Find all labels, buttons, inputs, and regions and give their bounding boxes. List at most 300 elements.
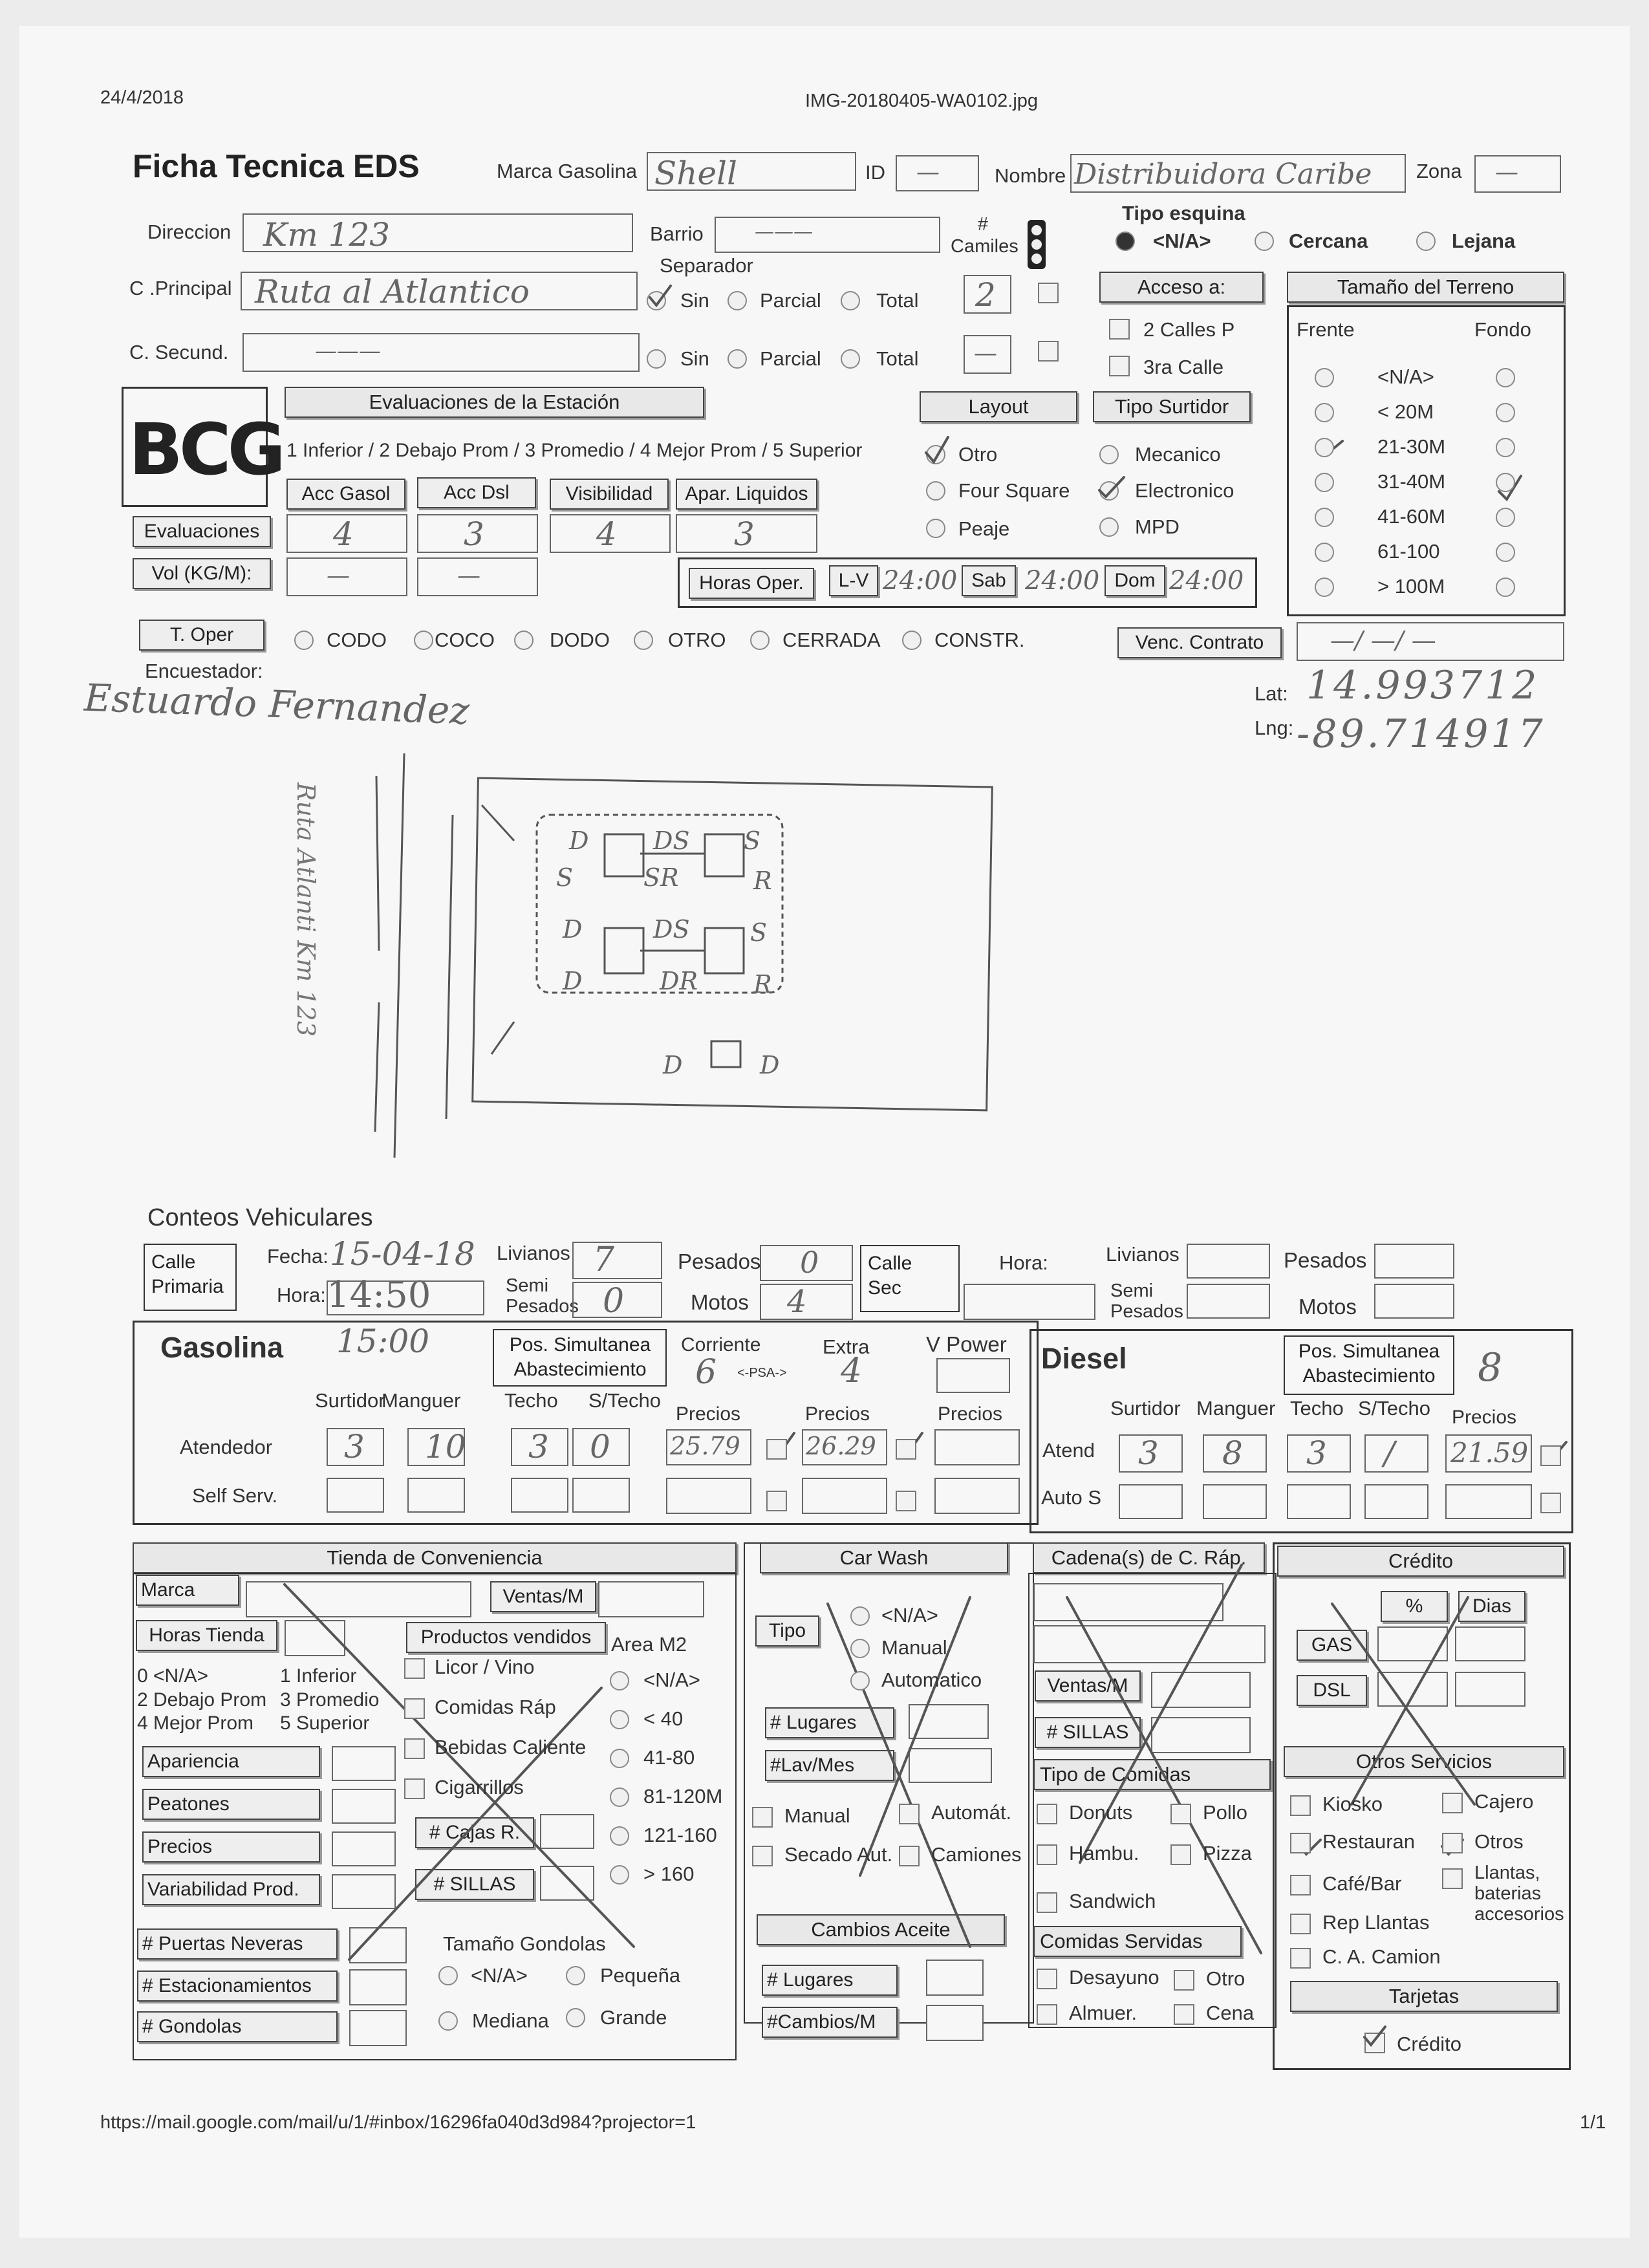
vol-value-2-text: — xyxy=(457,563,480,589)
nombre-value: Distribuidora Caribe xyxy=(1074,158,1372,191)
barrio-value: ——— xyxy=(755,221,813,243)
camiles-label: # Camiles xyxy=(951,214,1018,257)
cadena-tipo-label-4: Sandwich xyxy=(1069,1890,1156,1912)
toper-radio-1[interactable] xyxy=(414,631,433,650)
tarjetas-header: Tarjetas xyxy=(1290,1981,1558,2012)
gond-grande-label: Grande xyxy=(600,2006,667,2029)
terreno-opt-label-6: > 100M xyxy=(1377,575,1445,598)
motos2-label: Motos xyxy=(1299,1295,1357,1319)
esquina-na-label: <N/A> xyxy=(1153,230,1211,252)
camiles-value: 2 xyxy=(975,276,996,314)
gas-self-cell-0[interactable] xyxy=(327,1478,384,1513)
cprincipal-value: Ruta al Atlantico xyxy=(255,273,530,310)
extra-label: Extra xyxy=(823,1335,870,1358)
cadena-serv-check-0[interactable] xyxy=(1037,1969,1057,1989)
livianos-value: 7 xyxy=(593,1240,615,1279)
lv-value: 24:00 xyxy=(883,566,958,596)
cw-opt-label-3: Camiones xyxy=(931,1843,1022,1866)
surtidor-header: Tipo Surtidor xyxy=(1093,391,1251,422)
pump-label: SR xyxy=(643,863,679,892)
dsl-autos-cell-1[interactable] xyxy=(1203,1484,1267,1519)
pump-label: S xyxy=(744,826,761,855)
fecha-value: 15-04-18 xyxy=(330,1235,475,1273)
sep1-sin-label: Sin xyxy=(680,289,709,312)
self-serv-label: Self Serv. xyxy=(192,1484,278,1507)
frente-radio-1[interactable] xyxy=(1315,403,1334,422)
dsl-atend-value-1: 8 xyxy=(1222,1434,1243,1472)
tienda-eval-field-0[interactable] xyxy=(332,1746,396,1781)
tienda-header: Tienda de Conveniencia xyxy=(133,1542,737,1573)
sep1-parcial-label: Parcial xyxy=(760,289,821,312)
tienda-eval-2: Precios xyxy=(142,1831,320,1863)
gas-pos-label: Pos. Simultanea Abastecimiento xyxy=(509,1334,651,1380)
cw-opt-label-2: Secado Aut. xyxy=(784,1843,893,1866)
zona-value: — xyxy=(1495,159,1518,186)
tienda-scale-3: 3 Promedio xyxy=(280,1689,380,1711)
otros-serv-label-4: Café/Bar xyxy=(1322,1872,1402,1895)
gas-self-cell-2[interactable] xyxy=(511,1478,568,1513)
cw-opt-check-2[interactable] xyxy=(752,1846,773,1866)
sep2-sin-label: Sin xyxy=(680,347,709,370)
acceso-2calles-label: 2 Calles P xyxy=(1143,318,1235,341)
id-value: — xyxy=(916,159,940,186)
toper-opt-label-3: OTRO xyxy=(668,629,726,651)
prod-label-3: Cigarrillos xyxy=(435,1776,524,1798)
dsl-atend-value-0: 3 xyxy=(1138,1434,1159,1472)
credito-gas: GAS xyxy=(1297,1630,1367,1661)
cadena-tipo-label-2: Hambu. xyxy=(1069,1842,1139,1864)
cadena-serv-label-1: Otro xyxy=(1206,1967,1245,1990)
tienda-scale-1: 1 Inferior xyxy=(280,1665,357,1687)
prod-check-2[interactable] xyxy=(404,1738,425,1759)
tienda-scale-4: 4 Mejor Prom xyxy=(137,1712,254,1734)
eval-value-3-text: 4 xyxy=(596,515,617,553)
dsl-atend-cell-0[interactable] xyxy=(1119,1434,1183,1473)
gas-atend-value-1: 10 xyxy=(425,1428,466,1465)
diesel-title: Diesel xyxy=(1041,1342,1127,1375)
venc-value: —/ —/ — xyxy=(1330,626,1436,654)
cadena-servidas: Comidas Servidas xyxy=(1033,1926,1242,1957)
area-radio-5[interactable] xyxy=(610,1865,629,1885)
pump-label: R xyxy=(753,970,772,999)
footer-page: 1/1 xyxy=(1580,2112,1606,2133)
lat-label: Lat: xyxy=(1255,682,1288,705)
dsl-atend-value-3: / xyxy=(1384,1434,1395,1472)
area-label-5: > 160 xyxy=(643,1863,695,1885)
cadena-serv-check-1[interactable] xyxy=(1174,1970,1194,1991)
separador-label: Separador xyxy=(660,254,753,277)
pesados-value: 0 xyxy=(800,1245,819,1280)
dsl-pos-value: 8 xyxy=(1478,1345,1503,1390)
toper-radio-4[interactable] xyxy=(750,631,770,650)
dsl-col-header-3: S/Techo xyxy=(1358,1397,1431,1420)
tipo-esquina-label: Tipo esquina xyxy=(1122,202,1245,224)
toper-opt-label-4: CERRADA xyxy=(782,629,881,651)
esquina-lejana-label: Lejana xyxy=(1452,230,1516,252)
sep2-parcial-label: Parcial xyxy=(760,347,821,370)
encuestador-label: Encuestador: xyxy=(145,660,263,682)
gas-precios-label-2: Precios xyxy=(938,1403,1003,1425)
eval-header: Evaluaciones de la Estación xyxy=(285,387,704,418)
vol-value-1-text: — xyxy=(327,563,350,589)
cadena-serv-check-3[interactable] xyxy=(1174,2004,1194,2025)
cadena-tipo-check-0[interactable] xyxy=(1037,1804,1057,1824)
cadena-serv-label-0: Desayuno xyxy=(1069,1966,1159,1989)
dsl-autos-cell-3[interactable] xyxy=(1364,1484,1428,1519)
eval-scale: 1 Inferior / 2 Debajo Prom / 3 Promedio / 4 Mejor Prom / 5 Superior xyxy=(286,440,863,461)
corriente-value: 6 xyxy=(695,1353,717,1392)
area-radio-1[interactable] xyxy=(610,1710,629,1729)
dsl-autos-cell-0[interactable] xyxy=(1119,1484,1183,1519)
otros-serv-check-4[interactable] xyxy=(1290,1875,1311,1895)
terreno-opt-label-3: 31-40M xyxy=(1377,470,1446,493)
dsl-atend-cell-3[interactable] xyxy=(1364,1434,1428,1473)
cw-tipo-radio-2[interactable] xyxy=(850,1671,870,1690)
extra-value: 4 xyxy=(841,1352,863,1390)
esquina-cercana-label: Cercana xyxy=(1289,230,1368,252)
tienda-eval-field-1[interactable] xyxy=(332,1789,396,1824)
fondo-radio-6[interactable] xyxy=(1496,578,1515,597)
tienda-cajas: # Cajas R. xyxy=(415,1817,534,1848)
surtidor-mpd-label: MPD xyxy=(1135,515,1180,538)
calle-sec-label: Calle Sec xyxy=(868,1253,912,1299)
csecund-label: C. Secund. xyxy=(129,341,229,363)
credito-dsl: DSL xyxy=(1297,1675,1367,1706)
terreno-opt-label-4: 41-60M xyxy=(1377,505,1446,528)
gond-pequena-label: Pequeña xyxy=(600,1964,681,1987)
terreno-opt-label-0: <N/A> xyxy=(1377,365,1434,388)
check-tarjeta-credito xyxy=(1364,2027,1385,2045)
gas-self-price-cell-2[interactable] xyxy=(934,1478,1020,1514)
layout-header: Layout xyxy=(920,391,1077,422)
toper-opt-label-5: CONSTR. xyxy=(934,629,1025,651)
dsl-price-cell[interactable] xyxy=(1445,1434,1532,1473)
strike-tienda-2 xyxy=(349,1688,601,1960)
camiles-value-2: — xyxy=(974,340,997,367)
layout-peaje-label: Peaje xyxy=(958,517,1010,540)
id-label: ID xyxy=(865,161,885,184)
fondo-label: Fondo xyxy=(1474,318,1531,341)
gas-atend-value-2: 3 xyxy=(528,1428,549,1465)
dsl-atend-cell-1[interactable] xyxy=(1203,1434,1267,1473)
pesados2-label: Pesados xyxy=(1284,1248,1367,1272)
cadena-sillas: # SILLAS xyxy=(1035,1717,1141,1748)
cw-opt-check-1[interactable] xyxy=(899,1804,920,1824)
gas-self-cell-1[interactable] xyxy=(407,1478,465,1513)
otros-serv-check-6[interactable] xyxy=(1290,1914,1311,1934)
toper-radio-5[interactable] xyxy=(902,631,921,650)
encuestador-value: Estuardo Fernandez xyxy=(83,675,470,733)
dsl-atend-value-2: 3 xyxy=(1306,1434,1327,1472)
prod-label-2: Bebidas Caliente xyxy=(435,1736,587,1758)
dsl-autos-cell-2[interactable] xyxy=(1287,1484,1351,1519)
eval-col-visibilidad: Visibilidad xyxy=(550,479,669,510)
cw-opt-label-0: Manual xyxy=(784,1804,850,1827)
carwash-tipo: Tipo xyxy=(755,1615,819,1647)
prod-check-1[interactable] xyxy=(404,1698,425,1719)
tienda-gondolas: # Gondolas xyxy=(137,2011,338,2042)
gas-self-check-0[interactable] xyxy=(766,1491,787,1511)
cadena-serv-label-3: Cena xyxy=(1206,2002,1255,2024)
zona-label: Zona xyxy=(1416,160,1462,182)
print-date: 24/4/2018 xyxy=(100,87,184,108)
prod-label-0: Licor / Vino xyxy=(435,1656,535,1678)
hora2-label: Hora: xyxy=(999,1251,1048,1274)
sep2-total-label: Total xyxy=(876,347,919,370)
tienda-scale-2: 2 Debajo Prom xyxy=(137,1689,267,1711)
otros-serv-label-2: Restauran xyxy=(1322,1830,1416,1853)
cw-tipo-radio-1[interactable] xyxy=(850,1639,870,1658)
gas-atend-value-3: 0 xyxy=(590,1428,610,1465)
semi-label: Semi Pesados xyxy=(506,1275,579,1317)
otros-serv-check-1[interactable] xyxy=(1442,1793,1463,1813)
gond-na-label: <N/A> xyxy=(471,1964,528,1987)
check-layout-otro xyxy=(926,437,948,462)
dsl-autos-price-cell[interactable] xyxy=(1445,1484,1532,1519)
cw-opt-check-0[interactable] xyxy=(752,1807,773,1828)
tienda-eval-field-2[interactable] xyxy=(332,1831,396,1866)
carwash-header: Car Wash xyxy=(760,1542,1008,1573)
area-label-1: < 40 xyxy=(643,1707,684,1730)
pump-label: D xyxy=(563,967,583,995)
pump-label: D xyxy=(563,915,583,944)
prod-check-3[interactable] xyxy=(404,1778,425,1799)
tienda-puertas: # Puertas Neveras xyxy=(137,1928,338,1960)
direccion-value: Km 123 xyxy=(263,216,391,254)
gas-price-cell-2[interactable] xyxy=(934,1429,1020,1465)
fecha-label: Fecha: xyxy=(267,1245,329,1268)
sab-label: Sab xyxy=(962,565,1016,596)
evaluaciones-label: Evaluaciones xyxy=(133,516,271,547)
gas-atend-cell-1[interactable] xyxy=(407,1428,465,1466)
marca-label: Marca Gasolina xyxy=(497,160,638,182)
area-radio-3[interactable] xyxy=(610,1787,629,1807)
motos-label: Motos xyxy=(691,1290,749,1314)
tam-gondolas-label: Tamaño Gondolas xyxy=(443,1932,606,1955)
gas-col-header-1: Manguer xyxy=(382,1389,461,1412)
semi-value: 0 xyxy=(603,1282,625,1321)
toper-opt-label-1: COCO xyxy=(435,629,495,651)
cadena-tipo-check-2[interactable] xyxy=(1037,1844,1057,1865)
toper-opt-label-2: DODO xyxy=(550,629,610,651)
frente-label: Frente xyxy=(1297,318,1355,341)
area-radio-0[interactable] xyxy=(610,1671,629,1690)
pump-label: S xyxy=(750,918,768,947)
dsl-price-value: 21.59 xyxy=(1450,1437,1529,1469)
dsl-autos-check[interactable] xyxy=(1540,1493,1561,1513)
area-label-4: 121-160 xyxy=(643,1824,717,1846)
frente-radio-4[interactable] xyxy=(1315,508,1334,527)
tarjeta-credito-label: Crédito xyxy=(1397,2033,1461,2055)
form-title: Ficha Tecnica EDS xyxy=(133,148,420,184)
fondo-radio-1[interactable] xyxy=(1496,403,1515,422)
cw-opt-check-3[interactable] xyxy=(899,1846,920,1866)
gas-price-cell-0[interactable] xyxy=(666,1429,751,1465)
frente-radio-2[interactable] xyxy=(1315,438,1334,457)
acceso-3ra-label: 3ra Calle xyxy=(1143,356,1224,378)
pump-label: D xyxy=(569,826,589,855)
dsl-precios-label: Precios xyxy=(1452,1407,1517,1428)
cadena-tipo-check-1[interactable] xyxy=(1170,1804,1191,1824)
cw-tipo-label-1: Manual xyxy=(881,1636,947,1659)
layout-foursquare-label: Four Square xyxy=(958,479,1070,502)
gas-self-price-cell-0[interactable] xyxy=(666,1478,751,1514)
motos-value: 4 xyxy=(787,1284,807,1320)
check-sep-sin xyxy=(650,286,671,305)
strike-credito-2 xyxy=(1352,1597,1468,1804)
marca-value: Shell xyxy=(654,155,738,192)
csecund-value: ——— xyxy=(315,338,381,364)
dsl-price-check[interactable] xyxy=(1540,1445,1561,1466)
toper-radio-3[interactable] xyxy=(634,631,653,650)
gas-atend-cell-2[interactable] xyxy=(511,1428,568,1466)
vol-label: Vol (KG/M): xyxy=(133,558,271,589)
gas-col-header-0: Surtidor xyxy=(315,1389,385,1412)
fondo-radio-0[interactable] xyxy=(1496,368,1515,387)
cadena-header: Cadena(s) de C. Ráp. xyxy=(1033,1542,1265,1573)
area-label-3: 81-120M xyxy=(643,1785,723,1808)
area-radio-2[interactable] xyxy=(610,1749,629,1768)
otros-serv-check-3[interactable] xyxy=(1442,1833,1463,1853)
otros-serv-label-5: Llantas, baterias accesorios xyxy=(1474,1863,1564,1925)
tienda-ventas: Ventas/M xyxy=(490,1581,596,1612)
otros-serv-check-5[interactable] xyxy=(1442,1868,1463,1889)
horas-label: Horas Oper. xyxy=(689,568,814,599)
cadena-tipo-check-4[interactable] xyxy=(1037,1892,1057,1913)
strike-credito-1 xyxy=(1332,1604,1474,1804)
calle-primaria-label: Calle Primaria xyxy=(151,1251,224,1297)
prod-check-0[interactable] xyxy=(404,1658,425,1679)
vpower-label: V Power xyxy=(926,1332,1007,1356)
tienda-horas: Horas Tienda xyxy=(136,1620,277,1651)
terreno-opt-label-5: 61-100 xyxy=(1377,540,1440,563)
gas-price-check-0[interactable] xyxy=(766,1439,787,1460)
dsl-col-header-0: Surtidor xyxy=(1110,1397,1181,1420)
gas-self-price-cell-1[interactable] xyxy=(802,1478,887,1514)
otros-serv-check-0[interactable] xyxy=(1290,1795,1311,1816)
otros-serv-check-7[interactable] xyxy=(1290,1948,1311,1969)
dsl-atend-cell-2[interactable] xyxy=(1287,1434,1351,1473)
tienda-area-label: Area M2 xyxy=(611,1633,687,1656)
cadena-serv-check-2[interactable] xyxy=(1037,2004,1057,2025)
terreno-opt-label-2: 21-30M xyxy=(1377,435,1446,458)
otros-serv-label-3: Otros xyxy=(1474,1830,1524,1853)
tienda-eval-field-3[interactable] xyxy=(332,1874,396,1909)
gas-col-header-2: Techo xyxy=(504,1389,558,1412)
cambios-m: #Cambios/M xyxy=(762,2007,898,2038)
pump-label: R xyxy=(753,867,772,895)
footer-url: https://mail.google.com/mail/u/1/#inbox/16296fa040d3d984?projector=1 xyxy=(100,2112,696,2133)
atendedor-label: Atendedor xyxy=(180,1436,273,1458)
dsl-col-header-1: Manguer xyxy=(1196,1397,1276,1420)
bcg-logo-text: BCG xyxy=(129,408,282,491)
dsl-col-header-2: Techo xyxy=(1290,1397,1344,1420)
area-label-2: 41-80 xyxy=(643,1746,695,1769)
direccion-label: Direccion xyxy=(147,221,232,243)
lng-label: Lng: xyxy=(1255,717,1294,739)
cw-lugares: # Lugares xyxy=(765,1707,894,1738)
gas-col-header-3: S/Techo xyxy=(588,1389,662,1412)
frente-radio-0[interactable] xyxy=(1315,368,1334,387)
cadena-tipo: Tipo de Comidas xyxy=(1033,1759,1271,1790)
frente-radio-6[interactable] xyxy=(1315,578,1334,597)
gas-price-value-0: 25.79 xyxy=(670,1432,740,1460)
fondo-radio-3[interactable] xyxy=(1496,473,1515,492)
gas-precios-label-1: Precios xyxy=(805,1403,870,1425)
gasolina-time: 15:00 xyxy=(336,1323,430,1360)
surtidor-electronico-label: Electronico xyxy=(1135,479,1234,502)
gas-price-check-1[interactable] xyxy=(896,1439,916,1460)
hora-label: Hora: xyxy=(277,1284,326,1306)
credito-dias: Dias xyxy=(1458,1591,1525,1622)
toper-radio-2[interactable] xyxy=(514,631,534,650)
psa-label: <-PSA-> xyxy=(737,1366,787,1380)
pump-label: D xyxy=(760,1051,780,1079)
layout-otro-label: Otro xyxy=(958,443,998,466)
cadena-tipo-label-3: Pizza xyxy=(1203,1842,1252,1864)
otros-servicios-header: Otros Servicios xyxy=(1284,1746,1564,1777)
gas-self-cell-3[interactable] xyxy=(572,1478,630,1513)
eval-value-4-text: 3 xyxy=(734,515,755,553)
area-radio-4[interactable] xyxy=(610,1826,629,1846)
cadena-tipo-label-1: Pollo xyxy=(1203,1801,1247,1824)
lng-value: -89.714917 xyxy=(1297,711,1546,757)
semi2-label: Semi Pesados xyxy=(1110,1280,1183,1322)
nombre-label: Nombre xyxy=(995,164,1066,187)
area-label-0: <N/A> xyxy=(643,1669,700,1691)
dom-label: Dom xyxy=(1105,565,1165,596)
gas-price-value-1: 26.29 xyxy=(806,1432,876,1460)
cambios-lugares: # Lugares xyxy=(762,1965,898,1996)
gas-price-cell-1[interactable] xyxy=(802,1429,887,1465)
otros-serv-label-0: Kiosko xyxy=(1322,1793,1383,1815)
dsl-pos-label: Pos. Simultanea Abastecimiento xyxy=(1298,1341,1440,1387)
pump-label: DS xyxy=(653,915,690,944)
eval-col-acc-dsl: Acc Dsl xyxy=(417,477,536,508)
credito-pct: % xyxy=(1381,1591,1448,1622)
fondo-radio-5[interactable] xyxy=(1496,543,1515,562)
cw-tipo-radio-0[interactable] xyxy=(850,1606,870,1626)
terreno-header: Tamaño del Terreno xyxy=(1287,272,1564,303)
cadena-ventas: Ventas/M xyxy=(1035,1670,1141,1701)
check-electronico xyxy=(1099,477,1124,497)
eval-value-2-text: 3 xyxy=(464,515,484,553)
conteos-title: Conteos Vehiculares xyxy=(147,1204,373,1231)
tienda-estac: # Estacionamientos xyxy=(137,1971,338,2002)
pump-label: D xyxy=(663,1051,683,1079)
eval-value-1-text: 4 xyxy=(333,515,354,553)
gas-self-check-1[interactable] xyxy=(896,1491,916,1511)
otros-serv-check-2[interactable] xyxy=(1290,1833,1311,1853)
fondo-radio-2[interactable] xyxy=(1496,438,1515,457)
gas-atend-cell-0[interactable] xyxy=(327,1428,384,1466)
gas-atend-cell-3[interactable] xyxy=(572,1428,630,1466)
cadena-serv-label-2: Almuer. xyxy=(1069,2002,1137,2024)
pump-label: DR xyxy=(660,967,698,995)
lv-label: L-V xyxy=(829,565,878,596)
cadena-tipo-check-3[interactable] xyxy=(1170,1844,1191,1865)
prod-label-1: Comidas Ráp xyxy=(435,1696,556,1718)
sep1-total-label: Total xyxy=(876,289,919,312)
frente-radio-3[interactable] xyxy=(1315,473,1334,492)
frente-radio-5[interactable] xyxy=(1315,543,1334,562)
otros-serv-label-1: Cajero xyxy=(1474,1790,1534,1813)
fondo-radio-4[interactable] xyxy=(1496,508,1515,527)
tienda-sillas: # SILLAS xyxy=(415,1869,534,1900)
toper-radio-0[interactable] xyxy=(294,631,314,650)
cw-tipo-label-2: Automatico xyxy=(881,1669,982,1691)
sab-value: 24:00 xyxy=(1025,566,1100,596)
